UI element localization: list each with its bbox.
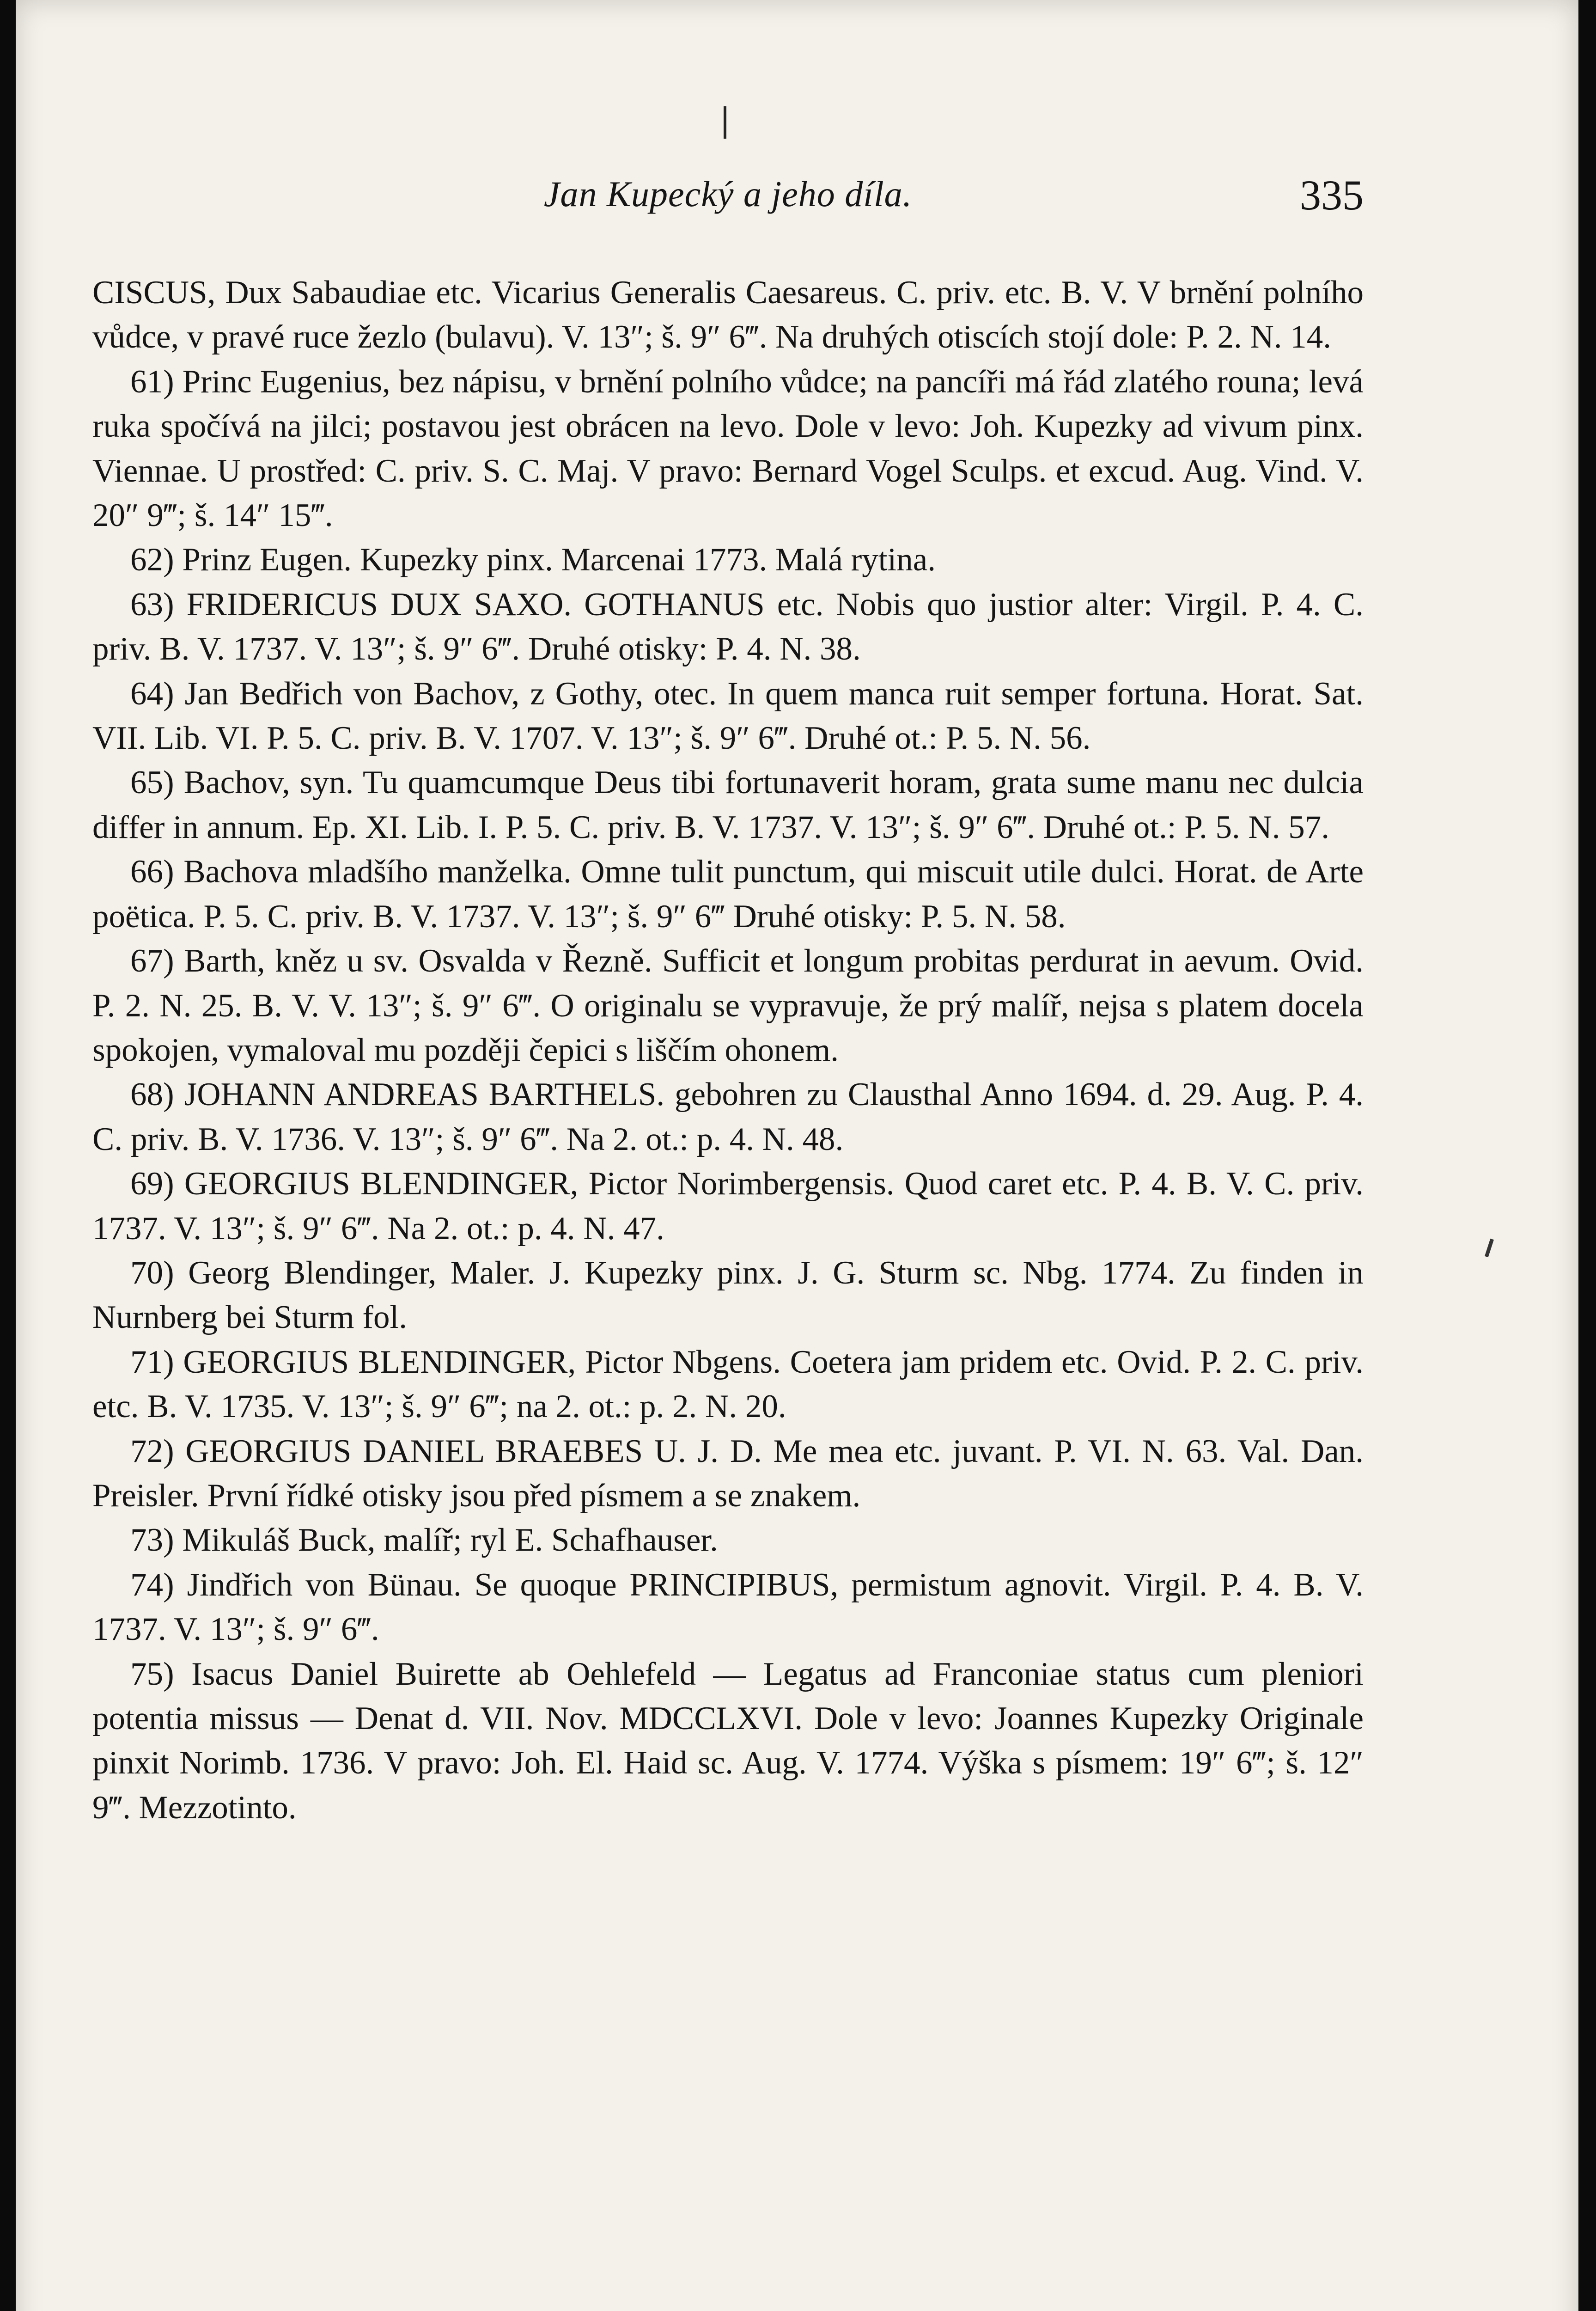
- catalog-entry-66: 66) Bachova mladšího manželka. Omne tulit punctum, qui miscuit utile dulci. Horat. de Arte poëtica. P. 5. C. priv. B. V. 1737. V. 13″; š. 9″ 6‴ Druhé otisky: P. 5. N. 58.: [92, 854, 1364, 935]
- catalog-entry-63: 63) FRIDERICUS DUX SAXO. GOTHANUS etc. Nobis quo justior alter: Virgil. P. 4. C. priv. B. V. 1737. V. 13″; š. 9″ 6‴. Druhé otisky: P. 4. N. 38.: [92, 586, 1364, 667]
- catalog-entry-64: 64) Jan Bedřich von Bachov, z Gothy, otec. In quem manca ruit semper fortuna. Horat. Sat. VII. Lib. VI. P. 5. C. priv. B. V. 1707. V. 13″; š. 9″ 6‴. Druhé ot.: P. 5. N. 56.: [92, 675, 1364, 757]
- running-title: Jan Kupecký a jeho díla.: [543, 174, 913, 214]
- print-mark: [1485, 1239, 1494, 1258]
- page-number: 335: [1300, 171, 1364, 219]
- catalog-entry-68: 68) JOHANN ANDREAS BARTHELS. gebohren zu Clausthal Anno 1694. d. 29. Aug. P. 4. C. priv. B. V. 1736. V. 13″; š. 9″ 6‴. Na 2. ot.: p. 4. N. 48.: [92, 1076, 1364, 1157]
- catalog-entry-69: 69) GEORGIUS BLENDINGER, Pictor Norimbergensis. Quod caret etc. P. 4. B. V. C. priv. 1737. V. 13″; š. 9″ 6‴. Na 2. ot.: p. 4. N. 47.: [92, 1166, 1364, 1247]
- catalog-entry-70: 70) Georg Blendinger, Maler. J. Kupezky pinx. J. G. Sturm sc. Nbg. 1774. Zu finden in Nurnberg bei Sturm fol.: [92, 1254, 1364, 1336]
- print-mark: [724, 106, 726, 139]
- catalog-entry-61: 61) Princ Eugenius, bez nápisu, v brnění polního vůdce; na pancíři má řád zlatého rouna; levá ruka spočívá na jilci; postavou jest obrácen na levo. Dole v levo: Joh. Kupezky ad vivum pinx. Viennae. U prostřed: C. priv. S. C. Maj. V pravo: Bernard Vogel Sculps. et excud. Aug. Vind. V. 20″ 9‴; š. 14″ 15‴.: [92, 363, 1364, 534]
- catalog-entry-73: 73) Mikuláš Buck, malíř; ryl E. Schafhauser.: [130, 1522, 718, 1559]
- page-header: [92, 173, 1364, 224]
- catalog-entry-62: 62) Prinz Eugen. Kupezky pinx. Marcenai 1773. Malá rytina.: [130, 542, 936, 578]
- catalog-entry-65: 65) Bachov, syn. Tu quamcumque Deus tibi fortunaverit horam, grata sume manu nec dulcia differ in annum. Ep. XI. Lib. I. P. 5. C. priv. B. V. 1737. V. 13″; š. 9″ 6‴. Druhé ot.: P. 5. N. 57.: [92, 764, 1364, 845]
- catalog-entry-74: 74) Jindřich von Bünau. Se quoque PRINCIPIBUS, permistum agnovit. Virgil. P. 4. B. V. 1737. V. 13″; š. 9″ 6‴.: [92, 1566, 1364, 1648]
- catalog-entry-75: 75) Isacus Daniel Buirette ab Oehlefeld — Legatus ad Franconiae status cum pleniori potentia missus — Denat d. VII. Nov. MDCCLXVI. Dole v levo: Joannes Kupezky Originale pinxit Norimb. 1736. V pravo: Joh. El. Haid sc. Aug. V. 1774. Výška s písmem: 19″ 6‴; š. 12″ 9‴. Mezzotinto.: [92, 1656, 1364, 1826]
- book-page: [16, 0, 1578, 2311]
- catalog-entry-72: 72) GEORGIUS DANIEL BRAEBES U. J. D. Me mea etc. juvant. P. VI. N. 63. Val. Dan. Preisler. První řídké otisky jsou před písmem a se znakem.: [92, 1433, 1364, 1514]
- catalog-entry-continued: CISCUS, Dux Sabaudiae etc. Vicarius Generalis Caesareus. C. priv. etc. B. V. V brnění polního vůdce, v pravé ruce žezlo (bulavu). V. 13″; š. 9″ 6‴. Na druhých otiscích stojí dole: P. 2. N. 14.: [92, 275, 1364, 355]
- catalog-entry-71: 71) GEORGIUS BLENDINGER, Pictor Nbgens. Coetera jam pridem etc. Ovid. P. 2. C. priv. etc. B. V. 1735. V. 13″; š. 9″ 6‴; na 2. ot.: p. 2. N. 20.: [92, 1344, 1364, 1425]
- body-text: [92, 270, 1364, 1830]
- catalog-entry-67: 67) Barth, kněz u sv. Osvalda v Řezně. Sufficit et longum probitas perdurat in aevum. Ovid. P. 2. N. 25. B. V. V. 13″; š. 9″ 6‴. O originalu se vypravuje, že prý malíř, nejsa s platem docela spokojen, vymaloval mu později čepici s liščím ohonem.: [92, 943, 1364, 1068]
